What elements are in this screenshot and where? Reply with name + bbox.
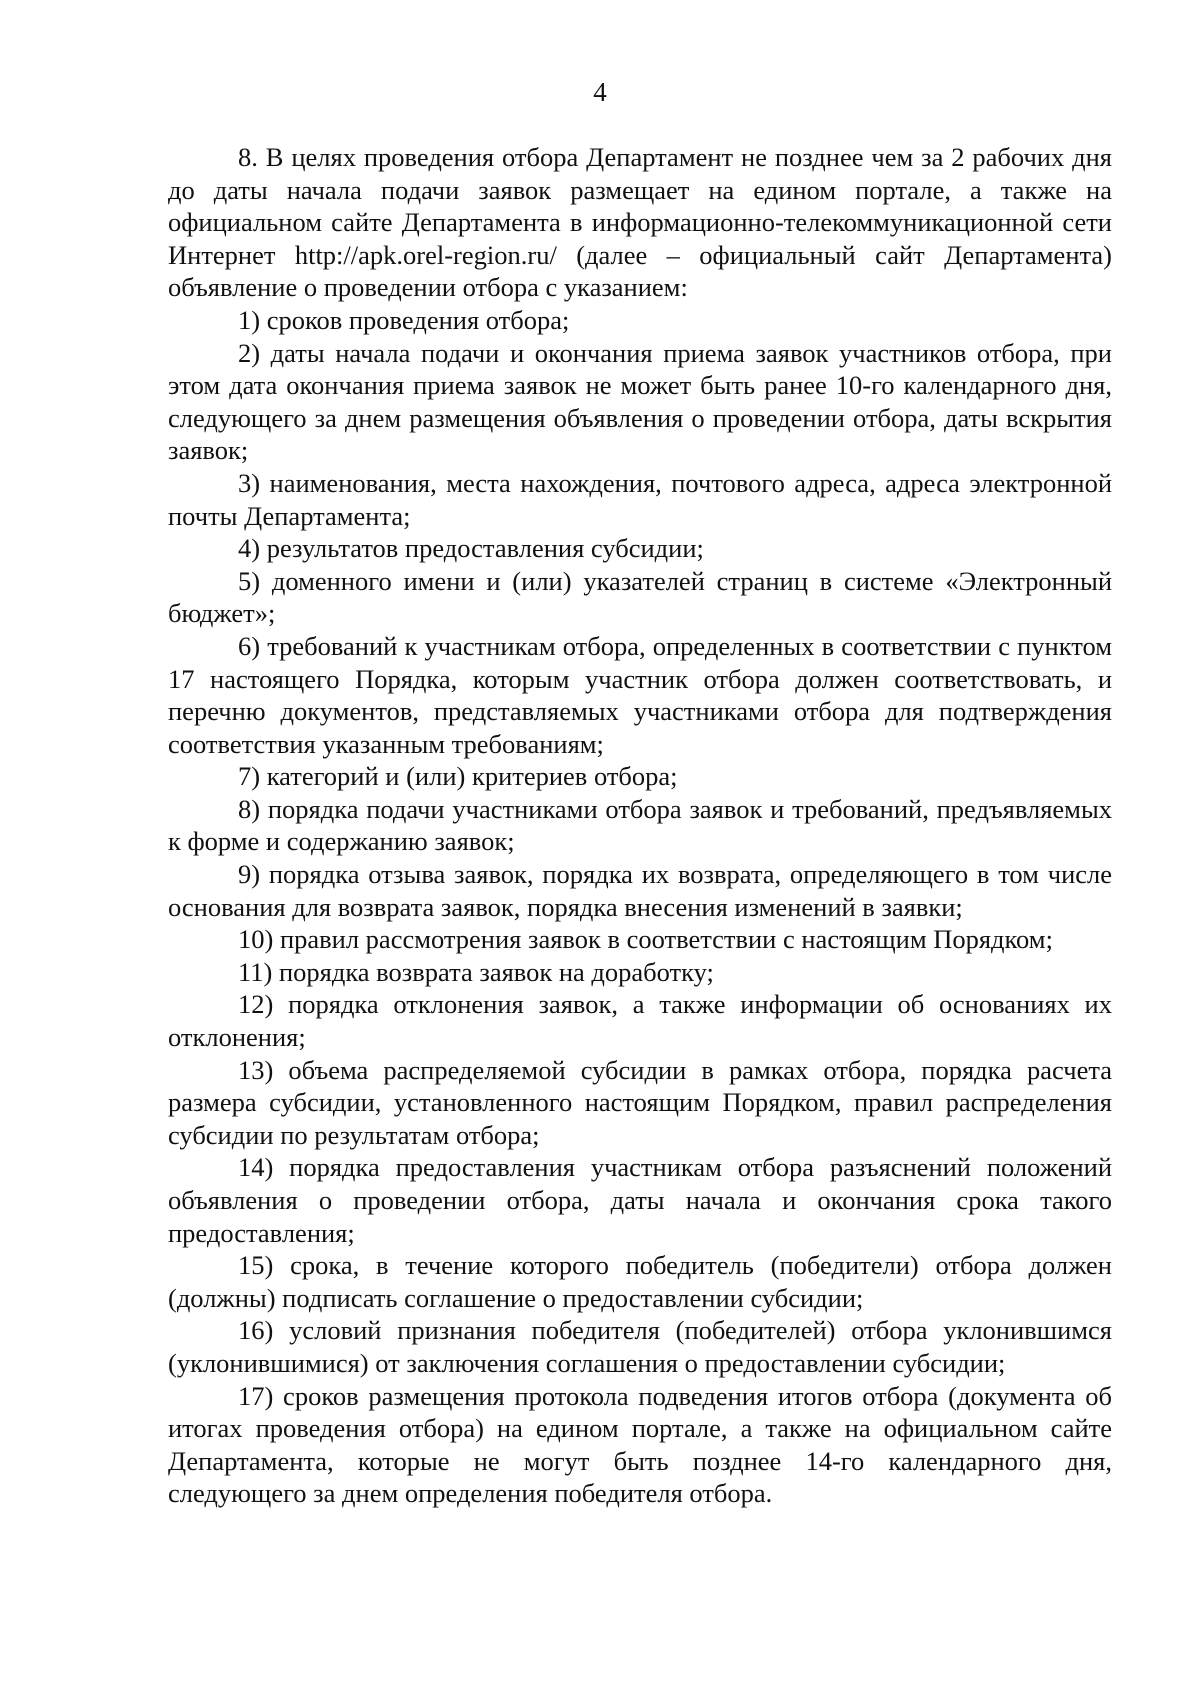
list-item: 13) объема распределяемой субсидии в рамках отбора, порядка расчета размера субсидии, установленного настоящим Порядком, правил распределения субсидии по результатам отбора;	[168, 1054, 1112, 1150]
list-item: 1) сроков проведения отбора;	[238, 304, 570, 335]
list-item: 5) доменного имени и (или) указателей страниц в системе «Электронный бюджет»;	[168, 565, 1112, 629]
list-item: 2) даты начала подачи и окончания приема заявок участников отбора, при этом дата окончания приема заявок не может быть ранее 10-го календарного дня, следующего за днем размещения объявления о проведении отбора, даты вскрытия заявок;	[168, 337, 1112, 466]
list-item: 10) правил рассмотрения заявок в соответствии с настоящим Порядком;	[238, 924, 1053, 955]
document-body	[168, 141, 1112, 1510]
list-item: 11) порядка возврата заявок на доработку;	[238, 956, 714, 987]
list-item: 8) порядка подачи участниками отбора заявок и требований, предъявляемых к форме и содержанию заявок;	[168, 793, 1112, 857]
list-item: 17) сроков размещения протокола подведения итогов отбора (документа об итогах проведения отбора) на едином портале, а также на официальном сайте Департамента, которые не могут быть позднее 14-го календарного дня, следующего за днем определения победителя отбора.	[168, 1380, 1112, 1509]
list-item: 15) срока, в течение которого победитель (победители) отбора должен (должны) подписать соглашение о предоставлении субсидии;	[168, 1250, 1112, 1313]
list-item: 14) порядка предоставления участникам отбора разъяснений положений объявления о проведении отбора, даты начала и окончания срока такого предоставления;	[168, 1152, 1112, 1248]
list-item: 3) наименования, места нахождения, почтового адреса, адреса электронной почты Департамента;	[168, 467, 1112, 531]
list-item: 7) категорий и (или) критериев отбора;	[238, 761, 678, 792]
list-item: 16) условий признания победителя (победителей) отбора уклонившимся (уклонившимися) от заключения соглашения о предоставлении субсидии;	[168, 1315, 1112, 1378]
page-number: 4	[593, 77, 607, 107]
list-item: 9) порядка отзыва заявок, порядка их возврата, определяющего в том числе основания для возврата заявок, порядка внесения изменений в заявки;	[168, 859, 1112, 922]
list-item: 12) порядка отклонения заявок, а также информации об основаниях их отклонения;	[168, 989, 1112, 1053]
list-item: 6) требований к участникам отбора, определенных в соответствии с пунктом 17 настоящего Порядка, которым участник отбора должен соответствовать, и перечню документов, представляемых участниками отбора для подтверждения соответствия указанным требованиям;	[168, 630, 1112, 759]
paragraph-intro: 8. В целях проведения отбора Департамент не позднее чем за 2 рабочих дня до даты начала подачи заявок размещает на едином портале, а также на официальном сайте Департамента в информационно-телекоммуникационной сети Интернет http://apk.orel-region.ru/ (далее – официальный сайт Департамента) объявление о проведении отбора с указанием:	[168, 142, 1112, 303]
list-item: 4) результатов предоставления субсидии;	[238, 533, 704, 564]
